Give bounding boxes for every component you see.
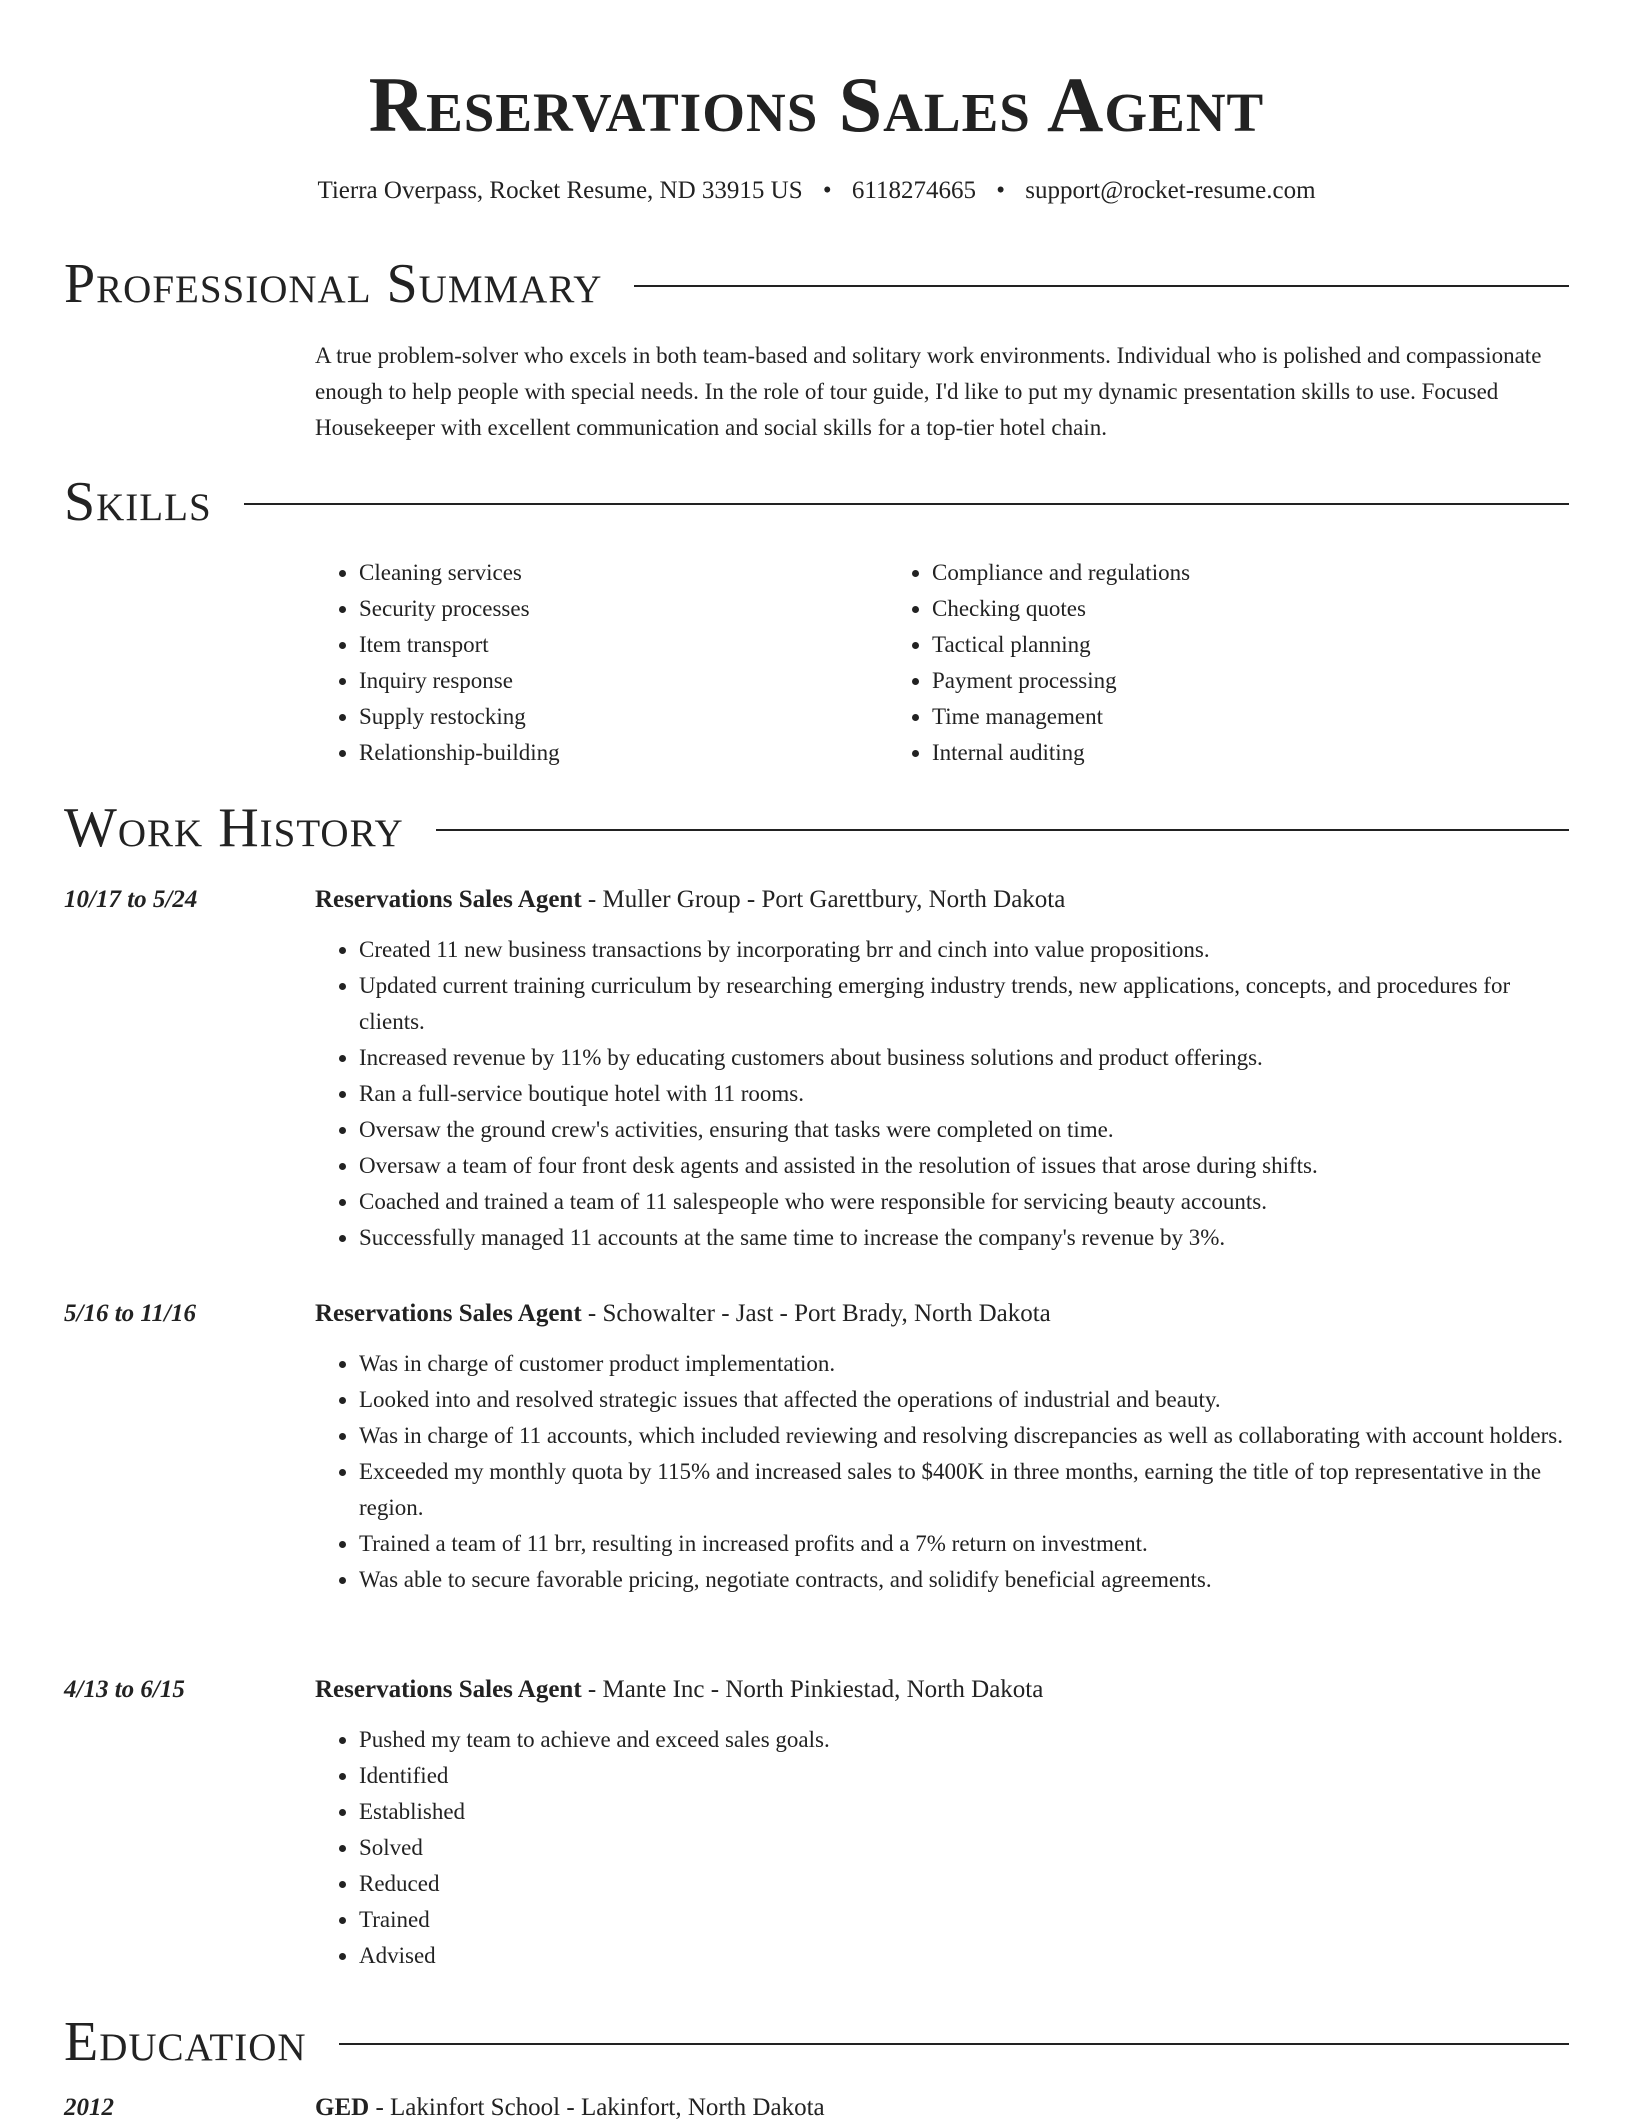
job-bullet: • Ran a full-service boutique hotel with 11 rooms. [359,1076,1569,1112]
work-section-title: Work History [64,797,404,859]
education-section-header [64,2010,1569,2074]
education-school: - Lakinfort School - Lakinfort, North Dakota [369,2094,825,2121]
education-dates: 2012 [64,2094,114,2121]
job-bullet: • Reduced [359,1866,1569,1902]
job-dates: 4/13 to 6/15 [64,1676,185,1703]
skills-columns [315,555,1569,771]
job-bullet: • Established [359,1794,1569,1830]
job-bullet: • Successfully managed 11 accounts at the same time to increase the company's revenue by 3%. [359,1220,1569,1256]
section-divider [436,829,1569,831]
skill-item: • Cleaning services [359,555,888,591]
job-bullet: • Exceeded my monthly quota by 115% and increased sales to $400K in three months, earning the title of top representative in the region. [359,1454,1569,1526]
skill-item: • Item transport [359,627,888,663]
contact-line [64,174,1569,208]
skill-item: • Inquiry response [359,663,888,699]
job-bullet: • Updated current training curriculum by researching emerging industry trends, new applications, concepts, and procedures for clients. [359,968,1569,1040]
job-employer: - Schowalter - Jast - Port Brady, North Dakota [581,1300,1051,1327]
job-role: Reservations Sales Agent [315,1676,582,1703]
job-employer: - Muller Group - Port Garettbury, North Dakota [581,886,1066,913]
education-degree: GED [315,2094,370,2121]
skill-item: • Compliance and regulations [932,555,1461,591]
contact-separator: • [996,177,1005,204]
job-bullet: • Advised [359,1938,1569,1974]
contact-phone: 6118274665 [851,177,976,204]
job-heading [315,882,1569,918]
skills-section-header [64,470,1569,534]
job-bullet: • Pushed my team to achieve and exceed sales goals. [359,1722,1569,1758]
job-bullet: • Oversaw a team of four front desk agents and assisted in the resolution of issues that arose during shifts. [359,1148,1569,1184]
job-bullet: • Oversaw the ground crew's activities, ensuring that tasks were completed on time. [359,1112,1569,1148]
job-heading [315,1672,1569,1708]
job-role: Reservations Sales Agent [315,1300,582,1327]
summary-text: A true problem-solver who excels in both team-based and solitary work environments. Individual who is polished and compassionate enough to help people with special needs. In the role of tour guide, I'd like to put my dynamic presentation skills to use. Focused Housekeeper with excellent communication and social skills for a top-tier hotel chain. [315,343,1542,440]
job-bullet: • Solved [359,1830,1569,1866]
job-bullets [315,1722,1569,1974]
job-bullets [315,1346,1569,1598]
job-bullet: • Created 11 new business transactions by incorporating brr and cinch into value propositions. [359,932,1569,968]
skill-item: • Payment processing [932,663,1461,699]
skill-item: • Relationship-building [359,735,888,771]
section-divider [339,2043,1569,2045]
job-bullets [315,932,1569,1256]
skill-item: • Checking quotes [932,591,1461,627]
job-role: Reservations Sales Agent [315,886,582,913]
education-section-title: Education [64,2011,307,2073]
skill-item: • Supply restocking [359,699,888,735]
skill-item: • Tactical planning [932,627,1461,663]
contact-email: support@rocket-resume.com [1025,177,1316,204]
education-heading [315,2090,825,2126]
summary-section-header [64,252,1569,316]
job-bullet: • Looked into and resolved strategic issues that affected the operations of industrial and beauty. [359,1382,1569,1418]
job-bullet: • Identified [359,1758,1569,1794]
job-employer: - Mante Inc - North Pinkiestad, North Dakota [581,1676,1044,1703]
resume-title: Reservations Sales Agent [368,61,1265,148]
job-dates: 5/16 to 11/16 [64,1300,196,1327]
job-bullet: • Increased revenue by 11% by educating customers about business solutions and product offerings. [359,1040,1569,1076]
job-bullet: • Was in charge of customer product implementation. [359,1346,1569,1382]
section-divider [634,285,1569,287]
job-heading [315,1296,1569,1332]
skills-section-title: Skills [64,471,212,533]
job-bullet: • Trained a team of 11 brr, resulting in increased profits and a 7% return on investment. [359,1526,1569,1562]
skills-list-right [888,555,1461,771]
section-divider [244,503,1569,505]
job-bullet: • Was able to secure favorable pricing, negotiate contracts, and solidify beneficial agreements. [359,1562,1569,1598]
contact-address: Tierra Overpass, Rocket Resume, ND 33915 US [317,177,803,204]
skill-item: • Time management [932,699,1461,735]
contact-separator: • [822,177,832,204]
summary-section-title: Professional Summary [64,253,603,315]
skills-list-left [315,555,888,771]
skill-item: • Security processes [359,591,888,627]
job-dates: 10/17 to 5/24 [64,886,198,913]
job-bullet: • Was in charge of 11 accounts, which included reviewing and resolving discrepancies as well as collaborating with account holders. [359,1418,1569,1454]
skill-item: • Internal auditing [932,735,1461,771]
work-section-header [64,796,1569,860]
job-bullet: • Trained [359,1902,1569,1938]
job-bullet: • Coached and trained a team of 11 salespeople who were responsible for servicing beauty accounts. [359,1184,1569,1220]
